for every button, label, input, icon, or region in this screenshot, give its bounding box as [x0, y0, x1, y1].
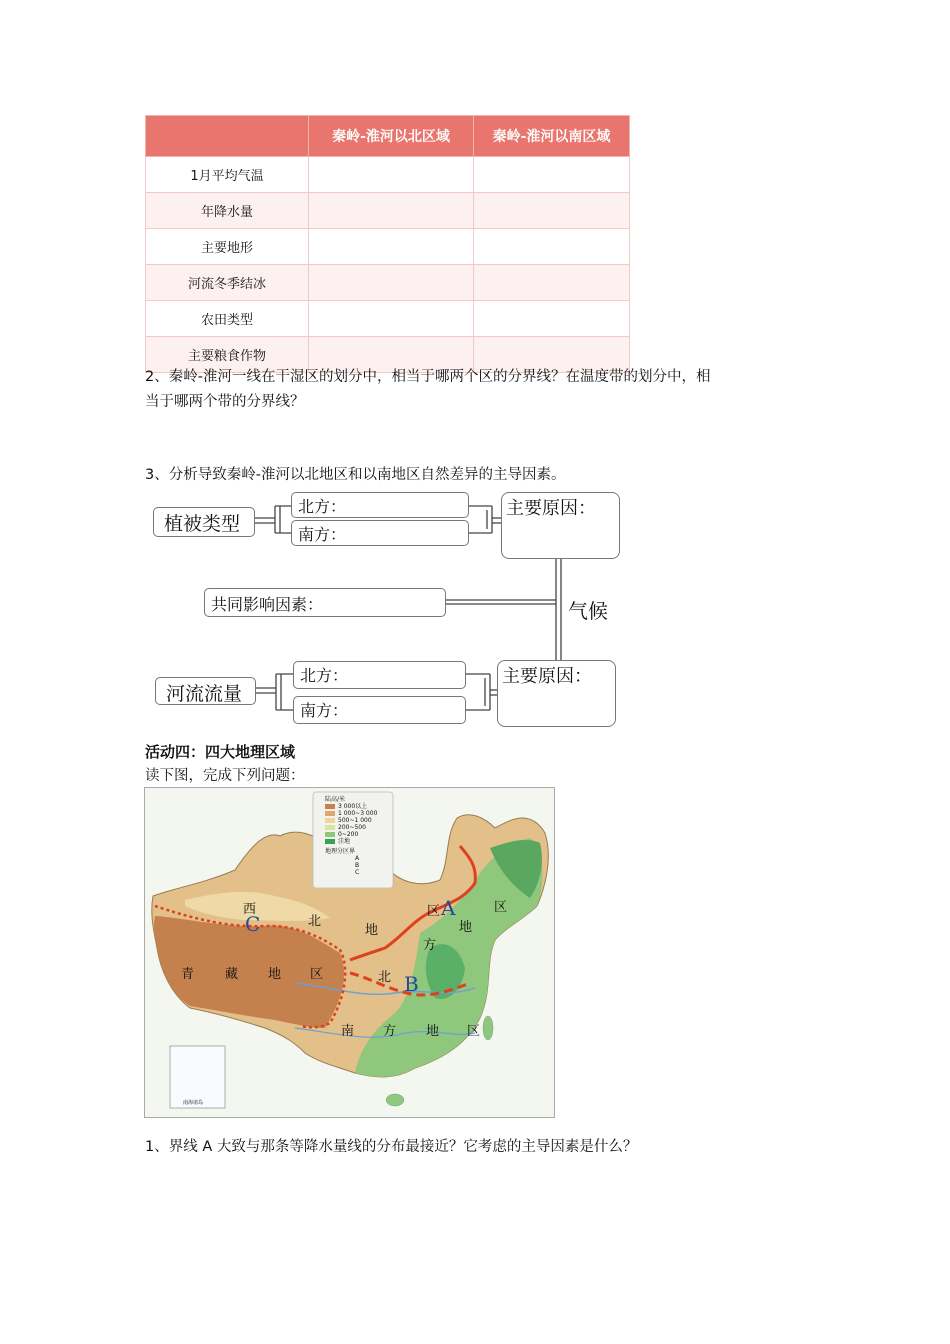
table-header: 秦岭-淮河以南区域: [474, 116, 630, 157]
legend-item: [325, 824, 377, 831]
row-label: 主要地形: [146, 229, 309, 265]
inset-label: 南海诸岛: [183, 1100, 204, 1106]
legend-item: [325, 817, 377, 824]
region-qingzang-char: 地: [268, 967, 282, 982]
legend-swatch: [325, 825, 335, 830]
table-header: 秦岭-淮河以北区域: [309, 116, 474, 157]
legend-label: 0~200: [338, 831, 359, 838]
question-2-line-2: 当于哪两个带的分界线？: [145, 394, 305, 410]
boundary-legend-b: B: [355, 862, 360, 869]
legend-item: [325, 831, 377, 838]
boundary-legend-title: 地理分区界: [325, 848, 356, 855]
legend-swatch: [325, 811, 335, 816]
row-label: 1月平均气温: [146, 157, 309, 193]
row-label: 主要粮食作物: [146, 337, 309, 373]
activity-title: 活动四：四大地理区域: [145, 743, 296, 761]
region-north-char: 北: [378, 970, 392, 985]
region-northwest-char: 区: [427, 904, 441, 919]
boundary-marker-c: C: [245, 912, 261, 936]
legend-label: 500~1 000: [338, 817, 372, 824]
activity-intro: 读下图，完成下列问题：: [145, 768, 305, 784]
legend-item: [325, 810, 377, 817]
legend-swatch: [325, 818, 335, 823]
legend-label: 3 000以上: [338, 803, 368, 810]
row-label: 年降水量: [146, 193, 309, 229]
legend-title: 陆高/米: [325, 796, 346, 803]
region-north-char: 方: [423, 938, 437, 953]
boundary-marker-a: A: [441, 896, 456, 920]
region-qingzang-char: 青: [181, 967, 195, 982]
final-question: 1、界线 A 大致与那条等降水量线的分布最接近？它考虑的主导因素是什么？: [145, 1139, 638, 1155]
region-qingzang-char: 藏: [225, 967, 239, 982]
region-north-char: 区: [494, 900, 508, 915]
north-answer-box-2: 北方：: [293, 661, 466, 689]
legend-label: 200~500: [338, 824, 366, 831]
region-south-char: 方: [383, 1024, 397, 1039]
boundary-legend-c: C: [355, 869, 360, 876]
river-flow-box: 河流流量: [155, 677, 256, 705]
legend-label: 洼地: [338, 838, 351, 845]
south-answer-box-1: 南方：: [291, 520, 469, 546]
climate-label: 气候: [568, 599, 608, 623]
main-reason-box-1: 主要原因：: [501, 492, 620, 559]
legend-label: 1 000~3 000: [338, 810, 378, 817]
legend-swatch: [325, 839, 335, 844]
region-south-char: 南: [341, 1024, 355, 1039]
boundary-legend-a: A: [355, 855, 360, 862]
row-label: 河流冬季结冰: [146, 265, 309, 301]
region-northwest-char: 北: [308, 914, 322, 929]
question-2-line-1: 2、秦岭-淮河一线在干湿区的划分中，相当于哪两个区的分界线？在温度带的划分中，相: [145, 369, 711, 385]
boundary-marker-b: B: [404, 972, 419, 996]
region-south-char: 区: [467, 1024, 481, 1039]
region-south-char: 地: [426, 1024, 440, 1039]
region-qingzang-char: 区: [310, 967, 324, 982]
question-3: 3、分析导致秦岭-淮河以北地区和以南地区自然差异的主导因素。: [145, 467, 566, 483]
map-legend: [325, 796, 377, 876]
legend-swatch: [325, 804, 335, 809]
south-answer-box-2: 南方：: [293, 696, 466, 724]
row-label: 农田类型: [146, 301, 309, 337]
main-reason-box-2: 主要原因：: [497, 660, 616, 727]
legend-item: [325, 838, 377, 845]
china-regions-map: [144, 787, 555, 1118]
vegetation-type-box: 植被类型: [153, 507, 255, 537]
common-factor-box: 共同影响因素：: [204, 588, 446, 617]
north-answer-box-1: 北方：: [291, 492, 469, 518]
legend-items: [325, 803, 377, 845]
region-north-char: 地: [459, 920, 473, 935]
region-northwest-char: 西: [243, 902, 257, 917]
legend-item: [325, 803, 377, 810]
region-northwest-char: 地: [365, 923, 379, 938]
legend-swatch: [325, 832, 335, 837]
